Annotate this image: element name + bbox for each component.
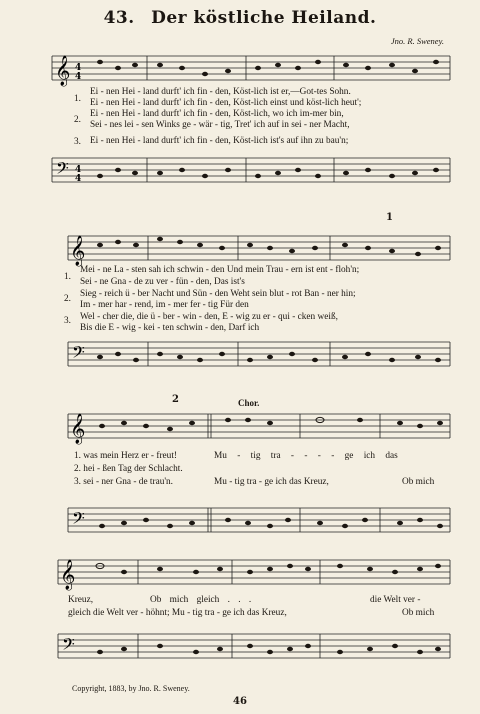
lyric-line: Bis die E - wig - kei - ten schwin - den, Darf ich [80,323,260,333]
system-4-treble-staff [0,552,480,592]
chorus-lyric-line: die Welt ver - [370,595,421,605]
hymn-header [0,8,480,28]
system-4-bass-staff [0,626,480,666]
hymn-number: 43. [103,8,135,28]
verse-number-2: 2. [64,294,71,304]
chorus-lyric-line: Mu - tig tra - - - - ge ich das [214,451,398,461]
composer-credit: Jno. R. Sweney. [390,36,444,46]
verse-end-line: 2. hei - ßen Tag der Schlacht. [74,464,183,474]
svg-text:𝄢: 𝄢 [72,342,85,366]
lyric-line: Ei - nen Hei - land durft' ich fin - den, Köst-lich einst und köst-lich heut'; [90,98,362,108]
verse-number-2: 2. [74,115,81,125]
lyric-line: Wel - cher die, die ü - ber - win - den, E - wig zu er - qui - cken weiß, [80,312,338,322]
chorus-lyric-line: Ob mich [402,477,435,487]
chorus-label: Chor. [238,398,260,408]
hymn-title: Der köstliche Heiland. [151,8,377,28]
lyric-line: Sieg - reich ü - ber Nacht und Sün - den Weht sein blut - rot Ban - ner hin; [80,289,356,299]
chorus-lyric-line: gleich die Welt ver - höhnt; Mu - tig tra - ge ich das Kreuz, [68,608,287,618]
second-ending-mark: 2 [172,394,179,405]
svg-text:𝄢: 𝄢 [56,158,69,182]
lyric-line: Mei - ne La - sten sah ich schwin - den Und mein Trau - ern ist ent - floh'n; [80,265,360,275]
verse-number-1: 1. [74,94,81,104]
verse-number-3: 3. [64,316,71,326]
lyric-line: Ei - nen Hei - land durft' ich fin - den, Köst-lich ist er,—Got-tes Sohn. [90,87,351,97]
system-2-treble-staff [0,228,480,268]
lyric-line: Im - mer har - rend, im - mer fer - tig Für den [80,300,249,310]
svg-text:4: 4 [75,72,82,82]
copyright-notice: Copyright, 1883, by Jno. R. Sweney. [72,684,190,693]
verse-end-line: 3. sei - ner Gna - de trau'n. [74,477,173,487]
svg-text:4: 4 [75,165,82,175]
verse-end-line: 1. was mein Herz er - freut! [74,451,177,461]
lyric-line: Sei - nes lei - sen Winks ge - wär - tig, Tret' ich auf in sei - ner Macht, [90,120,350,130]
chorus-lyric-line: Kreuz, [68,595,94,605]
svg-text:𝄞: 𝄞 [60,560,76,590]
chorus-lyric-line: Ob mich gleich . . . [150,595,252,605]
svg-text:𝄞: 𝄞 [70,414,86,444]
svg-text:𝄢: 𝄢 [62,634,75,658]
svg-text:𝄢: 𝄢 [72,508,85,532]
page-number: 46 [233,696,247,707]
system-2-bass-staff [0,334,480,374]
verse-number-1: 1. [64,272,71,282]
system-1-bass-staff [0,150,480,190]
svg-text:4: 4 [75,174,82,184]
svg-text:𝄞: 𝄞 [55,56,71,86]
chorus-lyric-line: Ob mich [402,608,435,618]
system-3-bass-staff [0,500,480,540]
svg-text:𝄞: 𝄞 [70,236,86,266]
system-3-treble-staff [0,406,480,446]
lyric-line: Ei - nen Hei - land durft' ich fin - den, Köst-lich ist's auf ihn zu bau'n; [90,136,349,146]
verse-number-3: 3. [74,137,81,147]
first-ending-mark: 1 [386,212,393,223]
system-1-treble-staff [0,48,480,88]
lyric-line: Ei - nen Hei - land durft' ich fin - den, Köst-lich, wo ich im-mer bin, [90,109,344,119]
lyric-line: Sei - ne Gna - de zu ver - fün - den, Das ist's [80,277,245,287]
chorus-lyric-line: Mu - tig tra - ge ich das Kreuz, [214,477,329,487]
svg-text:4: 4 [75,63,82,73]
